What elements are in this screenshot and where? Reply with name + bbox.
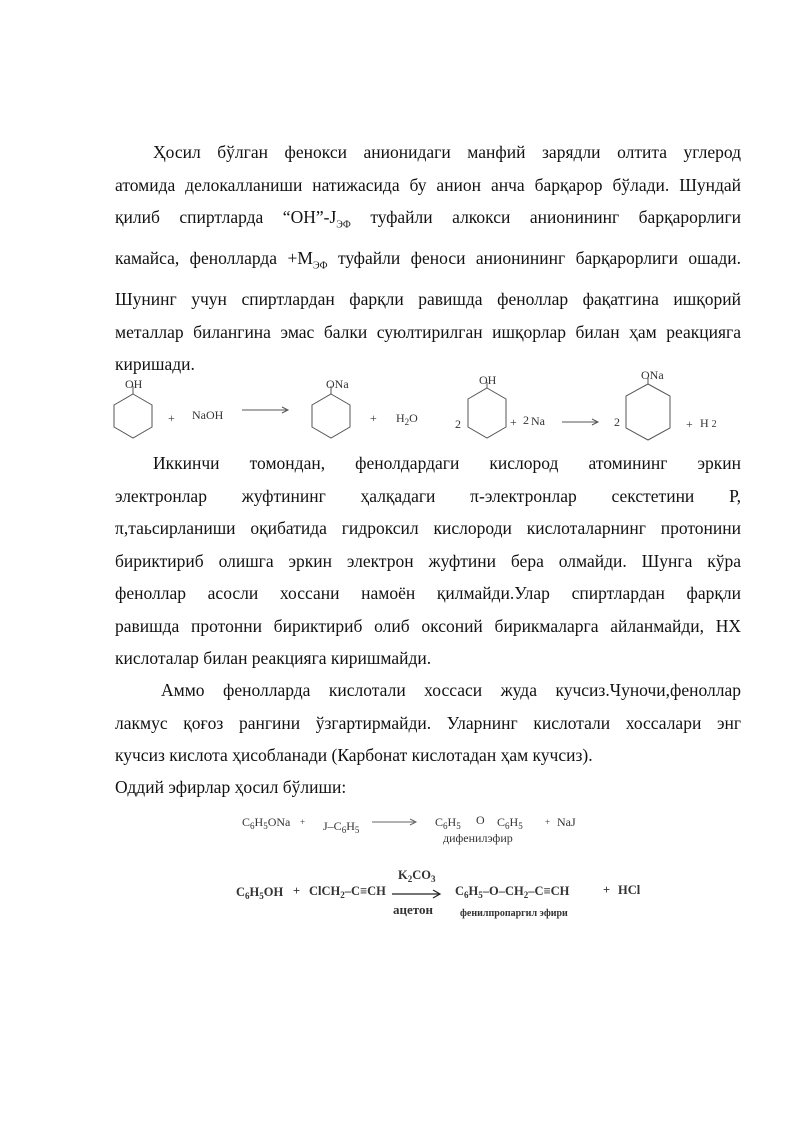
phenol-oh: OH bbox=[263, 885, 284, 899]
paragraph-acidity bbox=[115, 674, 741, 772]
svg-text:C6H5ONa: $C_6H_5ONa$ bbox=[242, 815, 291, 831]
iodo-j: J bbox=[323, 819, 328, 833]
p1-line-2: атомида делокалланиши натижасида бу анион анча барқарор бўлади. Шундай bbox=[115, 174, 741, 195]
propargyl-chloride: ClCH bbox=[309, 884, 341, 898]
svg-text:C6H5: $C_6H_5$ bbox=[435, 815, 461, 831]
benzene-ring-2 bbox=[312, 394, 350, 438]
p2-line-3: π,таьсирланиши оқибатида гидроксил кислороди кислоталарнинг протонини bbox=[115, 518, 741, 538]
p1-sub-ef2: ЭФ bbox=[312, 260, 328, 272]
water-h: H bbox=[396, 411, 405, 425]
coef-2-phenol: 2 bbox=[455, 417, 461, 431]
oh-label-1: OH bbox=[125, 377, 143, 391]
svg-text:ClCH2–C≡CH: ClCH$_2$–C≡CH bbox=[309, 884, 386, 900]
svg-text:H2 bbox=[700, 416, 717, 430]
ona-label-1: ONa bbox=[326, 377, 349, 391]
p1-sub-ef1: ЭФ bbox=[336, 219, 351, 231]
naoh-label: NaOH bbox=[192, 408, 224, 422]
sodium-iodide: NaJ bbox=[557, 815, 576, 829]
plus-sign-4: + bbox=[686, 417, 693, 431]
heading-ethers: Оддий эфирлар ҳосил бўлиши: bbox=[115, 777, 347, 797]
sodium-phenoxide-ona: ONa bbox=[267, 815, 291, 829]
p3-line-2: лакмус қоғоз рангини ўзгартирмайди. Уларнинг кислотали хоссалари энг bbox=[115, 712, 741, 733]
product-diphenyl-ether: дифенилэфир bbox=[443, 831, 513, 845]
sodium-label: Na bbox=[531, 414, 545, 428]
product-propargyl-ether: фенилпропаргил эфири bbox=[460, 908, 568, 919]
p1-line-6: металлар билангина эмас балки суюлтирилган ишқорлар билан ҳам реакцияга bbox=[115, 321, 741, 342]
p2-line-5: феноллар асосли хоссани намоён қилмайди.Улар спиртлардан фарқли bbox=[115, 583, 741, 603]
benzene-ring-4 bbox=[626, 384, 670, 440]
svg-text:K2CO3: $K_2CO_3$ bbox=[398, 868, 436, 884]
product-ether-chain: –O–CH bbox=[482, 884, 524, 898]
svg-text:C6H5OH: $C_6H_5OH$ bbox=[236, 885, 284, 901]
water-o: O bbox=[409, 411, 418, 425]
p2-line-6: равишда протонни бириктириб олиб оксоний бирикмаларга айланмайди, НХ bbox=[115, 615, 741, 636]
reaction-phenol-alkali bbox=[0, 366, 800, 446]
coef-2-phenoxide: 2 bbox=[614, 415, 620, 429]
svg-text:C6H5–O–CH2–C≡CH: $C_6H_5-O-CH_2-C\equiv CH$ bbox=[455, 884, 570, 900]
plus-r2-2: + bbox=[545, 817, 551, 827]
oh-label-2: OH bbox=[479, 373, 497, 387]
benzene-ring-3 bbox=[468, 388, 506, 438]
hydrogen-chloride: HCl bbox=[618, 883, 641, 897]
ona-label-2: ONa bbox=[641, 368, 664, 382]
plus-r3-1: + bbox=[293, 884, 301, 898]
hydrogen-h: H bbox=[700, 416, 709, 430]
svg-text:C6H5: $C_6H_5$ bbox=[497, 815, 523, 831]
reaction-diphenyl-ether bbox=[0, 808, 800, 858]
paragraph-basicity bbox=[115, 447, 741, 675]
paragraph-phenoxide bbox=[115, 136, 741, 381]
plus-r3-2: + bbox=[603, 883, 611, 897]
p1-line-7: киришади. bbox=[115, 354, 195, 374]
catalyst-k2co3: K bbox=[398, 868, 408, 882]
p2-line-4: бириктириб олишга эркин электрон жуфтини бера олмайди. Шунга кўра bbox=[115, 550, 741, 571]
coef-2-na: 2 bbox=[523, 413, 529, 427]
p2-line-7: кислоталар билан реакцияга киришмайди. bbox=[115, 648, 432, 668]
p1-line-4a: камайса, фенолларда +М bbox=[115, 248, 313, 268]
p1-line-1: Ҳосил бўлган фенокси анионидаги манфий зарядли олтита углерод bbox=[153, 142, 741, 162]
plus-sign-3: + bbox=[510, 415, 517, 429]
ether-oxygen: O bbox=[476, 813, 485, 827]
p1-line-5: Шунинг учун спиртлардан фарқли равишда феноллар фақатгина ишқорий bbox=[115, 289, 741, 309]
reaction-propargyl-ether bbox=[0, 866, 800, 926]
plus-sign-1: + bbox=[168, 411, 175, 425]
water-sub-2: 2 bbox=[404, 417, 410, 427]
solvent-acetone: ацетон bbox=[393, 902, 433, 917]
benzene-ring-1 bbox=[114, 394, 152, 438]
p2-line-1: Иккинчи томондан, фенолдардаги кислород атомининг эркин bbox=[153, 453, 741, 473]
p3-line-3: кучсиз кислота ҳисобланади (Карбонат кислотадан ҳам кучсиз). bbox=[115, 745, 593, 765]
p1-line-4b: туфайли феноси анионининг барқарорлиги ошади. bbox=[337, 248, 742, 268]
p2-line-2: электронлар жуфтининг ҳалқадаги π-электронлар секстетини Р, bbox=[115, 485, 741, 506]
p3-line-1: Аммо фенолларда кислотали хоссаси жуда кучсиз.Чуночи,феноллар bbox=[161, 680, 741, 700]
hydrogen-sub-2: 2 bbox=[711, 419, 717, 430]
svg-text:H2O bbox=[396, 411, 418, 427]
svg-text:J–C6H5: $J-C_6H_5$ bbox=[323, 819, 360, 835]
plus-sign-2: + bbox=[370, 411, 377, 425]
p1-line-3a: қилиб спиртларда “ОН”-J bbox=[115, 207, 337, 227]
p1-line-3b: туфайли алкокси анионининг барқарорлиги bbox=[370, 207, 741, 227]
plus-r2-1: + bbox=[300, 817, 306, 827]
